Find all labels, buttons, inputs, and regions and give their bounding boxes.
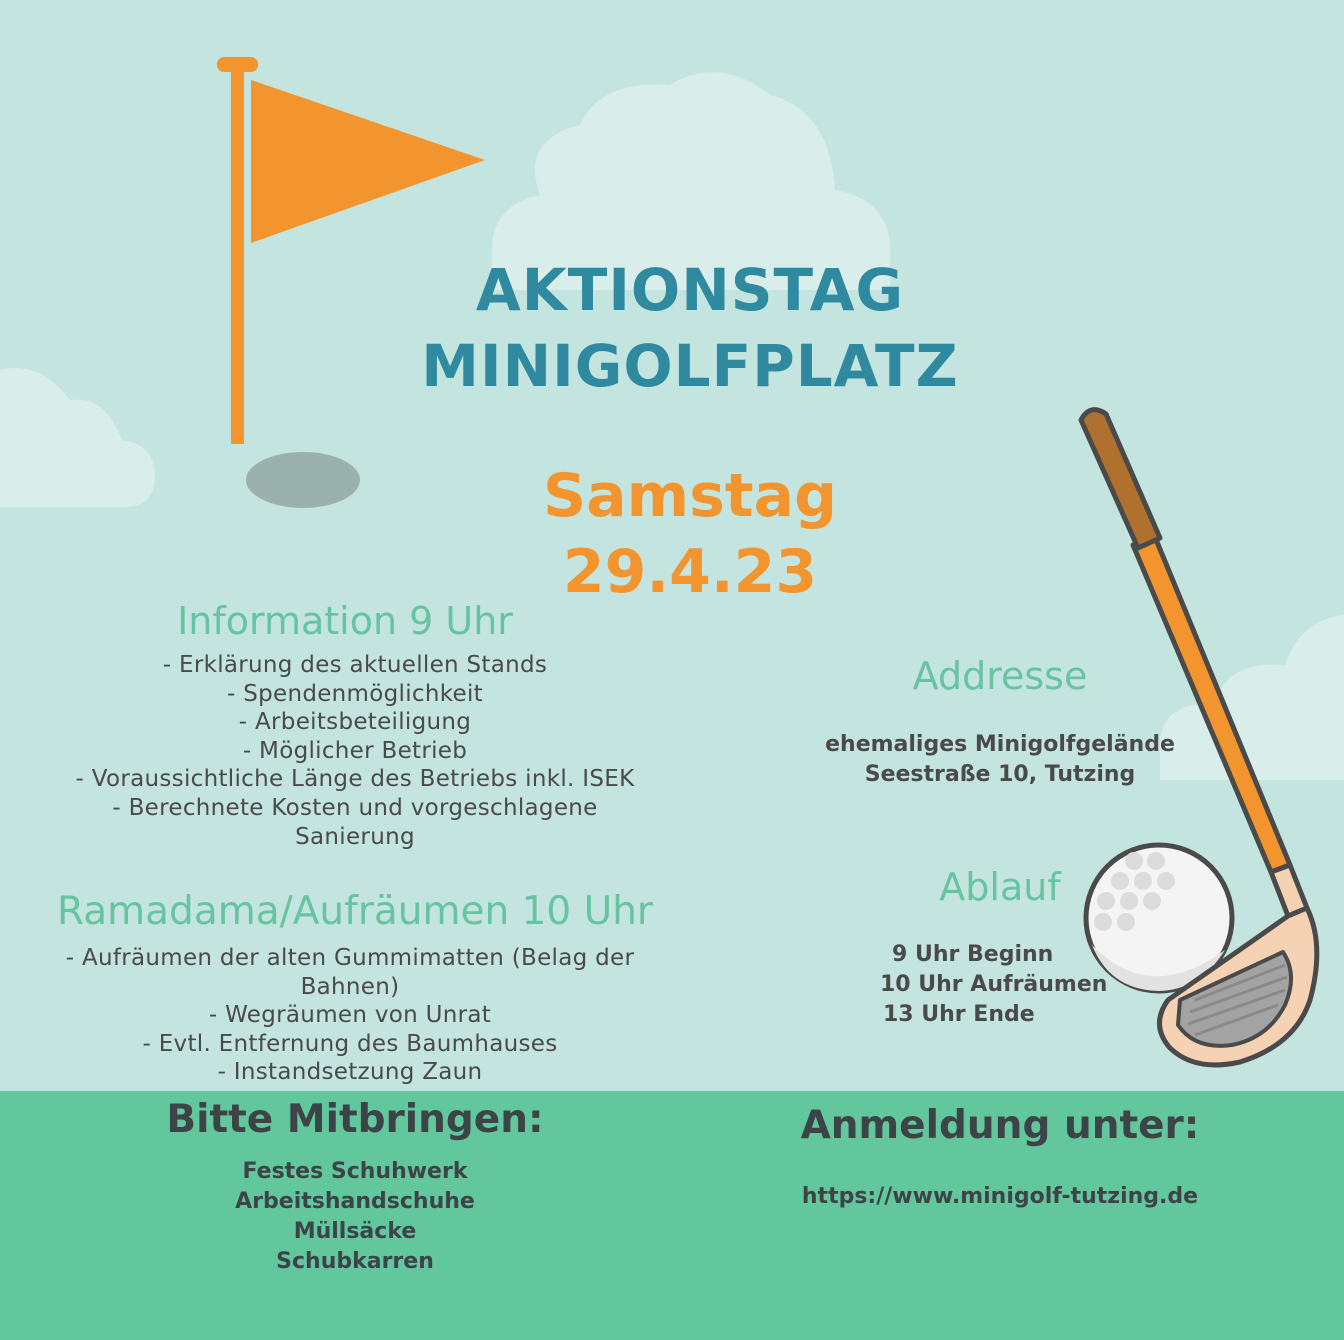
list-item: - Evtl. Entfernung des Baumhauses [142,1030,558,1057]
address-line-1: ehemaliges Minigolfgelände [825,732,1175,757]
registration-url[interactable]: https://www.minigolf-tutzing.de [801,1184,1199,1209]
bring-list [150,1157,560,1277]
list-item: Schubkarren [276,1249,434,1274]
list-item: 10 Uhr Aufräumen [880,972,1108,997]
golf-hole-icon [246,452,360,508]
event-date [430,458,950,610]
event-weekday: Samstag [542,461,838,531]
schedule-list [840,940,1160,1030]
list-item: 13 Uhr Ende [883,1002,1035,1027]
list-item: - Arbeitsbeteiligung [238,709,472,736]
title-line-1: AKTIONSTAG [475,256,905,324]
list-item: Müllsäcke [293,1219,417,1244]
list-item: Sanierung [295,823,415,850]
address-heading: Addresse [912,654,1088,698]
list-item: 9 Uhr Beginn [892,942,1054,967]
information-heading: Information 9 Uhr [177,599,513,643]
schedule-heading: Ablauf [939,865,1061,909]
cloud-icon [0,368,155,507]
bring-heading: Bitte Mitbringen: [166,1097,544,1142]
information-list [20,651,690,851]
page-title [330,252,1050,404]
event-day: 29.4.23 [562,537,818,607]
list-item: Bahnen) [300,973,400,1000]
list-item: - Aufräumen der alten Gummimatten (Belag der [65,945,635,971]
list-item: - Spendenmöglichkeit [226,680,483,707]
ramadama-list [30,944,670,1087]
address-line-2: Seestraße 10, Tutzing [864,762,1136,787]
list-item: Arbeitshandschuhe [235,1189,475,1214]
list-item: - Erklärung des aktuellen Stands [162,652,548,678]
ramadama-heading: Ramadama/Aufräumen 10 Uhr [57,889,653,934]
list-item: Festes Schuhwerk [242,1159,468,1184]
registration-heading: Anmeldung unter: [800,1103,1200,1148]
list-item: - Voraussichtliche Länge des Betriebs inkl. ISEK [75,766,635,793]
list-item: - Wegräumen von Unrat [208,1002,492,1029]
list-item: - Möglicher Betrieb [242,737,468,764]
list-item: - Instandsetzung Zaun [217,1059,483,1086]
address-text [780,730,1220,790]
list-item: - Berechnete Kosten und vorgeschlagene [112,794,598,821]
title-line-2: MINIGOLFPLATZ [421,332,959,400]
